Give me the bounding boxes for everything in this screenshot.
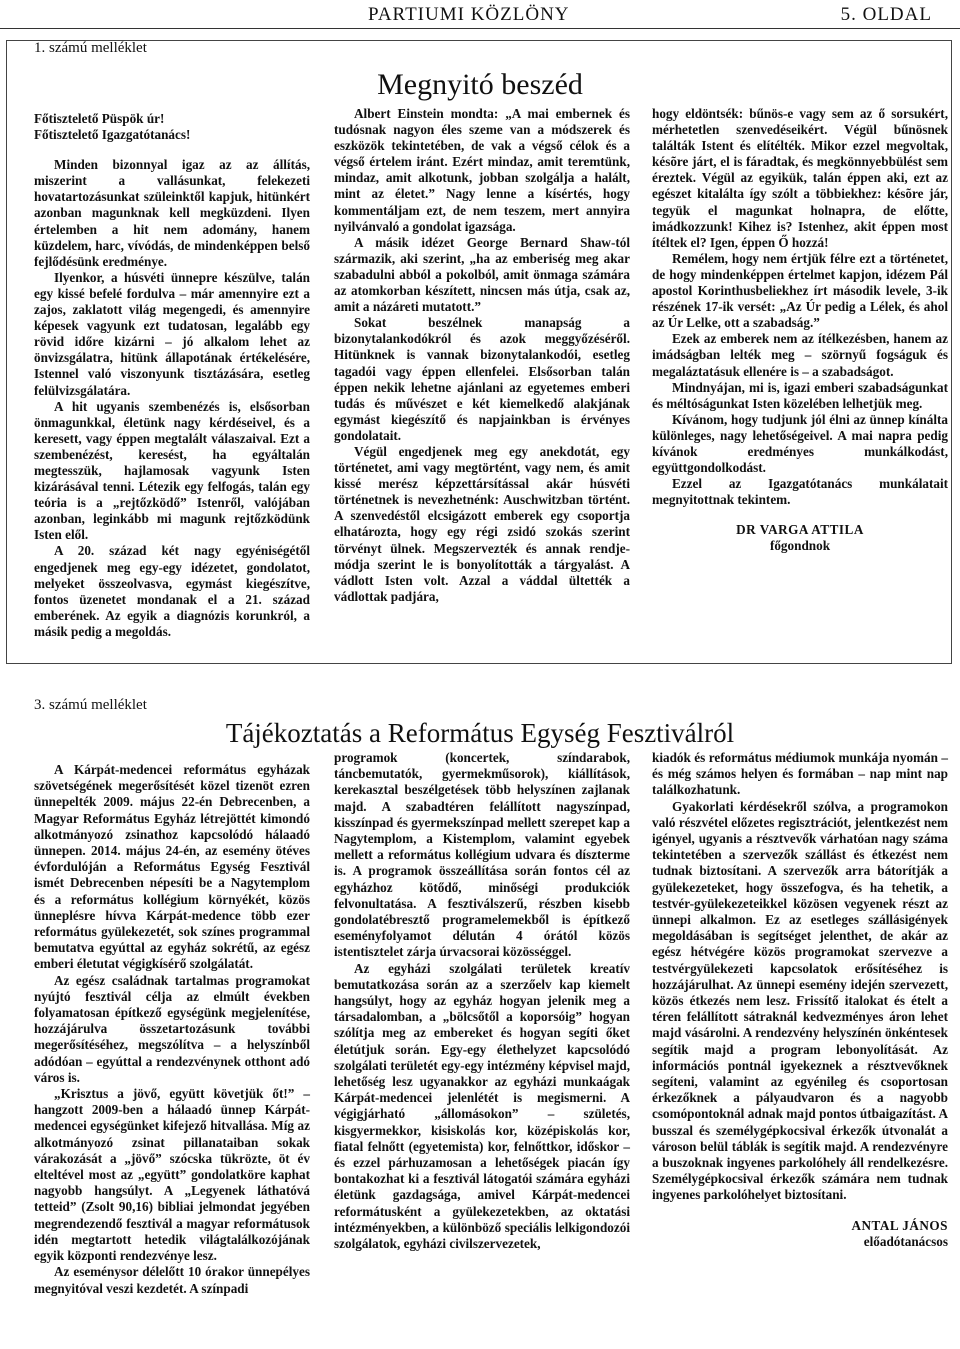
paragraph: A másik idézet George Bernard Shaw-tól származik, aki szerint, „ha az emberiség meg akar szabadulni abból a pokolból, amit önmaga számára az atomkorban készített, nincsen más útja, csak az, amit a názáreti mutatott.” xyxy=(334,234,630,315)
publication-name: PARTIUMI KÖZLÖNY xyxy=(368,4,570,25)
paragraph: Remélem, hogy nem értjük félre ezt a történetet, de hogy mindenképpen értelmet kapjon, idézem Pál apostol Korinthusbeliekhez írt második levele, 3-ik részének 17-ik versét: „Az Úr pedig a Lélek, és ahol az Úr Lelke, ott a szabadság.” xyxy=(652,250,948,331)
paragraph: programok (koncertek, színdarabok, táncbemutatók, gyermekműsorok), kiállítások, kerekasztal beszélgetések több helyszínen zajlanak majd. A szabadtéren felállított nagyszínpad, kisszínpad és gyermekszínpad mellett szerepet kap a Nagytemplom, a Kistemplom, valamint egyebek mellett a református kollégium udvara és díszterme is. A programok összeállítása során fontos cél az egyházhoz kötődő, minőségi produkciók felvonultatása. A fesztiválszerű, részben kisebb gondolatébresztő programelemekből is építkező eseményfolyamot délután 4 órától közös istentisztelet zárja úrvacsorai közösséggel. xyxy=(334,750,630,960)
paragraph: Mindnyájan, mi is, igazi emberi szabadságunkat és méltóságunkat Isten közelében lelhetjük meg. xyxy=(652,379,948,411)
page-number: 5. OLDAL xyxy=(840,4,932,25)
salutation: Főtisztelető Püspök úr! xyxy=(34,111,165,126)
paragraph: Ilyenkor, a húsvéti ünnepre készülve, talán egy kissé befelé fordulva – már amennyire ezt a zajos, zaklatott világ megengedi, és amennyire képesek vagyunk ezt tudatosan, legalább egy rövid időre kizárni – jó alkalom lehet az önvizsgálatra, hitünk állapotának értékelésére, Istennel való viszonyunk tisztázására, esetleg felülvizsgálatára. xyxy=(34,269,310,398)
signature-name: DR VARGA ATTILA xyxy=(736,522,864,538)
paragraph: Sokat beszélnek manapság a bizonytalankodókról és azok meggyőzéséről. Hitünknek is vannak bizonytalankodói, esetleg tagadói vagy éppen ellenfelei. Elsősorban talán éppen nekik lehetne ajánlani az egyetemes emberi tudás és művészet e két kiemelkedő alakjának egymást kiegészítő és napjainkban is érvényes gondolatait. xyxy=(334,315,630,443)
annex3-title: Tájékoztatás a Református Egység Fesztiválról xyxy=(225,718,735,748)
paragraph: Albert Einstein mondta: „A mai embernek és tudósnak nagyon éles szeme van a módszerek és eszközök tekintetében, de vak a végső célok és a végső értelem iránt. Ezért mindaz, amit teremtünk, mindaz, amit alkotunk, jobban szolgálja a halált, mint az életet.” Nagy lenne a kísértés, hogy kommentáljam ezt, de nem teszem, mert annyira nyilvánvaló a gondolat igazsága. xyxy=(334,106,630,234)
paragraph: A Kárpát-medencei református egyházak szövetségének megerősítését közel tizenöt ezren ünnepelték 2009. május 22-én Debrecenben, a Magyar Református Egyház létrejöttét kimondó alkotmányozó zsinathoz kapcsolódó hálaadó ünnepen. 2014. május 24-én, az esemény ötéves évfordulóján a Református Egység Fesztivál ismét Debrecenben népesíti be a Nagytemplom és a református kollégium környékét, közös ünneplésre hívva Kárpát-medence több ezer református gyülekezetét, sok színes programmal bemutatva egyúttal az egyház sokrétű, az egész emberi életutat végigkísérő szolgálatát. xyxy=(34,762,310,972)
paragraph: Gyakorlati kérdésekről szólva, a programokon való részvétel előzetes regisztrációt, jelentkezést nem igényel, ugyanis a résztvevők várhatóan nagy száma tekintetében a szervezők szállást és étkezést nem tudnak biztosítani. A szervezők arra bátorítják a gyülekezeteket, hogy összefogva, és ha tehetik, a testvér-gyülekezeteikkel közösen vegyenek részt az ünnepi alkalmon. Ez az esetleges szállásigények megoldásában is segítséget jelenthet, de akár az egész hétvégére közös programokat szervezve a testvérgyülekezeti kapcsolatok erősítéséhez is hozzájárulhat. Az ünnepi esemény idején szervezett, közös étkezés nem lesz. Frissítő italokat és ételt a téren felállított sátraknál kedvezményes áron lehet majd vásárolni. A rendezvény helyszínén önkéntesek segítik majd a program lebonyolítását. Az információs pontnál igyekeznek a résztvevőknek segíteni, valamint az egyénileg és csoportosan érkezőknek a pályaudvaron és a nagyobb csomópontoknál adnak majd pontos útbaigazítást. A busszal és személygépkocsival érkezők útvonalát a városon belül táblák is segítik majd. A rendezvényre a buszoknak ingyenes parkolóhely áll rendelkezésre. Személygépkocsival érkezők számára nem tudnak ingyenes parkolóhelyet biztosítani. xyxy=(652,798,948,1203)
header-rule xyxy=(0,28,960,29)
paragraph: Az egész családnak tartalmas programokat nyújtó fesztivál célja az elmúlt években folyamatosan építkező egységünk megjelenítése, hozzájárulva összetartozásunk további megerősítéséhez, megszólítva – a helyszínből adódóan – egyúttal a rendezvénynek otthont adó város is. xyxy=(34,972,310,1085)
annex1-column-2 xyxy=(334,106,630,605)
paragraph: Ezek az emberek nem az ítélkezésben, hanem az imádságban lelték meg – szörnyű fogságuk és megaláztatásuk ellenére is – a szabadságot. xyxy=(652,331,948,379)
page-header xyxy=(0,0,960,30)
annex1-column-3 xyxy=(652,106,948,555)
paragraph: Kívánom, hogy tudjunk jól élni az ünnep kínálta különleges, nagy lehetőségeivel. A mai napra pedig kívánok eredményes munkálkodást, együttgondolkodást. xyxy=(652,411,948,476)
paragraph: kiadók és református médiumok munkája nyomán – és még számos helyen és formában – nap mint nap találkozhatunk. xyxy=(652,750,948,798)
annex1-column-1 xyxy=(34,111,310,640)
paragraph: A 20. század két nagy egyéniségétől engedjenek meg egy-egy idézetet, gondolatot, melyeket összeolvasva, egymást kiegészítve, fontos üzenetet mondanak el a 21. század emberének. Az egyik a diagnózis korunkról, a másik pedig a megoldás. xyxy=(34,543,310,639)
paragraph: Minden bizonnyal igaz az az állítás, miszerint a vallásunkat, felekezeti hovatartozásunkat szüleinktől kapjuk, hitünkért azonban magunknak kell megküzdeni. Ilyen értelemben a hit nem adomány, hanem küzdelem, harc, vívódás, de mindenképpen belső fejlődésünk eredménye. xyxy=(34,157,310,269)
paragraph: Az eseménysor délelőtt 10 órakor ünnepélyes megnyitóval veszi kezdetét. A színpadi xyxy=(34,1264,310,1296)
salutation: Főtisztelető Igazgatótanács! xyxy=(34,127,191,143)
signature-title: előadótanácsos xyxy=(863,1233,948,1249)
signature-title: főgondnok xyxy=(769,538,831,554)
paragraph: Ezzel az Igazgatótanács munkálatait megnyitottnak tekintem. xyxy=(652,476,948,508)
paragraph: A hit ugyanis szembenézés is, elsősorban önmagunkkal, életünk nagy kérdéseivel, és a keresett, vagy éppen megtalált válaszaival. Ezt a szembenézést, keresést, ha egyáltalán megtesszük, hajlamosak vagyunk Isten kizárásával tenni. Létezik egy felfogás, talán egy teória is a „rejtőzködő” Istenről, valójában azonban, leginkább mi magunk rejtőzködünk Isten elől. xyxy=(34,398,310,543)
annex3-label: 3. számú melléklet xyxy=(34,697,147,713)
signature-name: ANTAL JÁNOS xyxy=(851,1217,948,1233)
paragraph: „Krisztus a jövő, együtt követjük őt!” – hangzott 2009-ben a hálaadó ünnep Kárpát-medencei egységünket kifejező hitvallása. Míg az alkotmányozó zsinat pillanataiban sokak várakozását a „jövő” szócska tükrözte, öt év elteltével most az „együtt” gondolatköre kaphat nagyobb hangsúlyt. A „Legyenek láthatóvá tetteid” (Zsolt 90,16) bibliai jelmondat jegyében megrendezendő fesztivál a magyar reformátusok idén megtartott hetedik világtalálkozójának egyik központi rendezvénye lesz. xyxy=(34,1086,310,1264)
paragraph: Az egyházi szolgálati területek kreatív bemutatkozása során az a szerzőelv kap kiemelt hangsúlyt, hogy az egyház hogyan jelenik meg a társadalomban, a „bölcsőtől a koporsóig” hogyan szólítja meg az embereket és hogyan segíti őket életútjuk során. Egy-egy élethelyzet kapcsolódó szolgálati területét egy-egy intézmény képvisel majd, lehetőség lesz ugyanakkor az egyházi munkaágak Kárpát-medencei jelenlétét is megismerni. A végigjárható „állomásokon” – születés, kisgyermekkor, kisiskolás kor, középiskolás kor, fiatal felnőtt (egyetemista) kor, felnőttkor, időskor – és ezzel párhuzamosan a lehetőségek piacán így bontakozhat ki a fesztivál látogatói számára egyházi életünk gazdagsága, amivel Kárpát-medencei reformátusként a gyülekezetekben, az oktatási intézményekben, a különböző speciális lelkigondozói szolgálatok, egyházi civilszervezetek, xyxy=(334,960,630,1252)
annex3-column-2 xyxy=(334,750,630,1252)
paragraph: hogy eldöntsék: bűnös-e vagy sem az ő sorsukért, mérhetetlen szenvedéseikért. Végül bűnösnek találták Istent és elítélték. Mikor ezzel megvoltak, késõre járt, el is fáradtak, és megkönnyebbülést sem éreztek. Végül az egyikük, talán éppen aki, ezt az egészet kitalálta így szólt a többiekhez: késõre jár, tegyük el magunkat holnapra, de előtte, imádkozzunk! Kihez is? Istenhez, akit éppen most ítéltek el? Igen, éppen Ő hozzá! xyxy=(652,106,948,250)
annex1-label: 1. számú melléklet xyxy=(34,40,147,56)
paragraph: Végül engedjenek meg egy anekdotát, egy történetet, ami vagy megtörtént, vagy nem, és amit kissé merész képzettársítással akár húsvéti történetnek is nevezhetnénk: Auschwitzban történt. A szenvedéstől elcsigázott emberek egy csoportja elhatározta, hogy egy régi zsidó szokás szerint törvényt ülnek. Megszervezték és annak rendje-módja szerint le is bonyolították a tárgyalást. A vádlott Isten volt. Azzal a váddal ültették a vádlottak padjára, xyxy=(334,443,630,604)
annex3-column-1 xyxy=(34,762,310,1297)
annex3-column-3 xyxy=(652,750,948,1250)
annex1-title: Megnyitó beszéd xyxy=(377,68,583,101)
